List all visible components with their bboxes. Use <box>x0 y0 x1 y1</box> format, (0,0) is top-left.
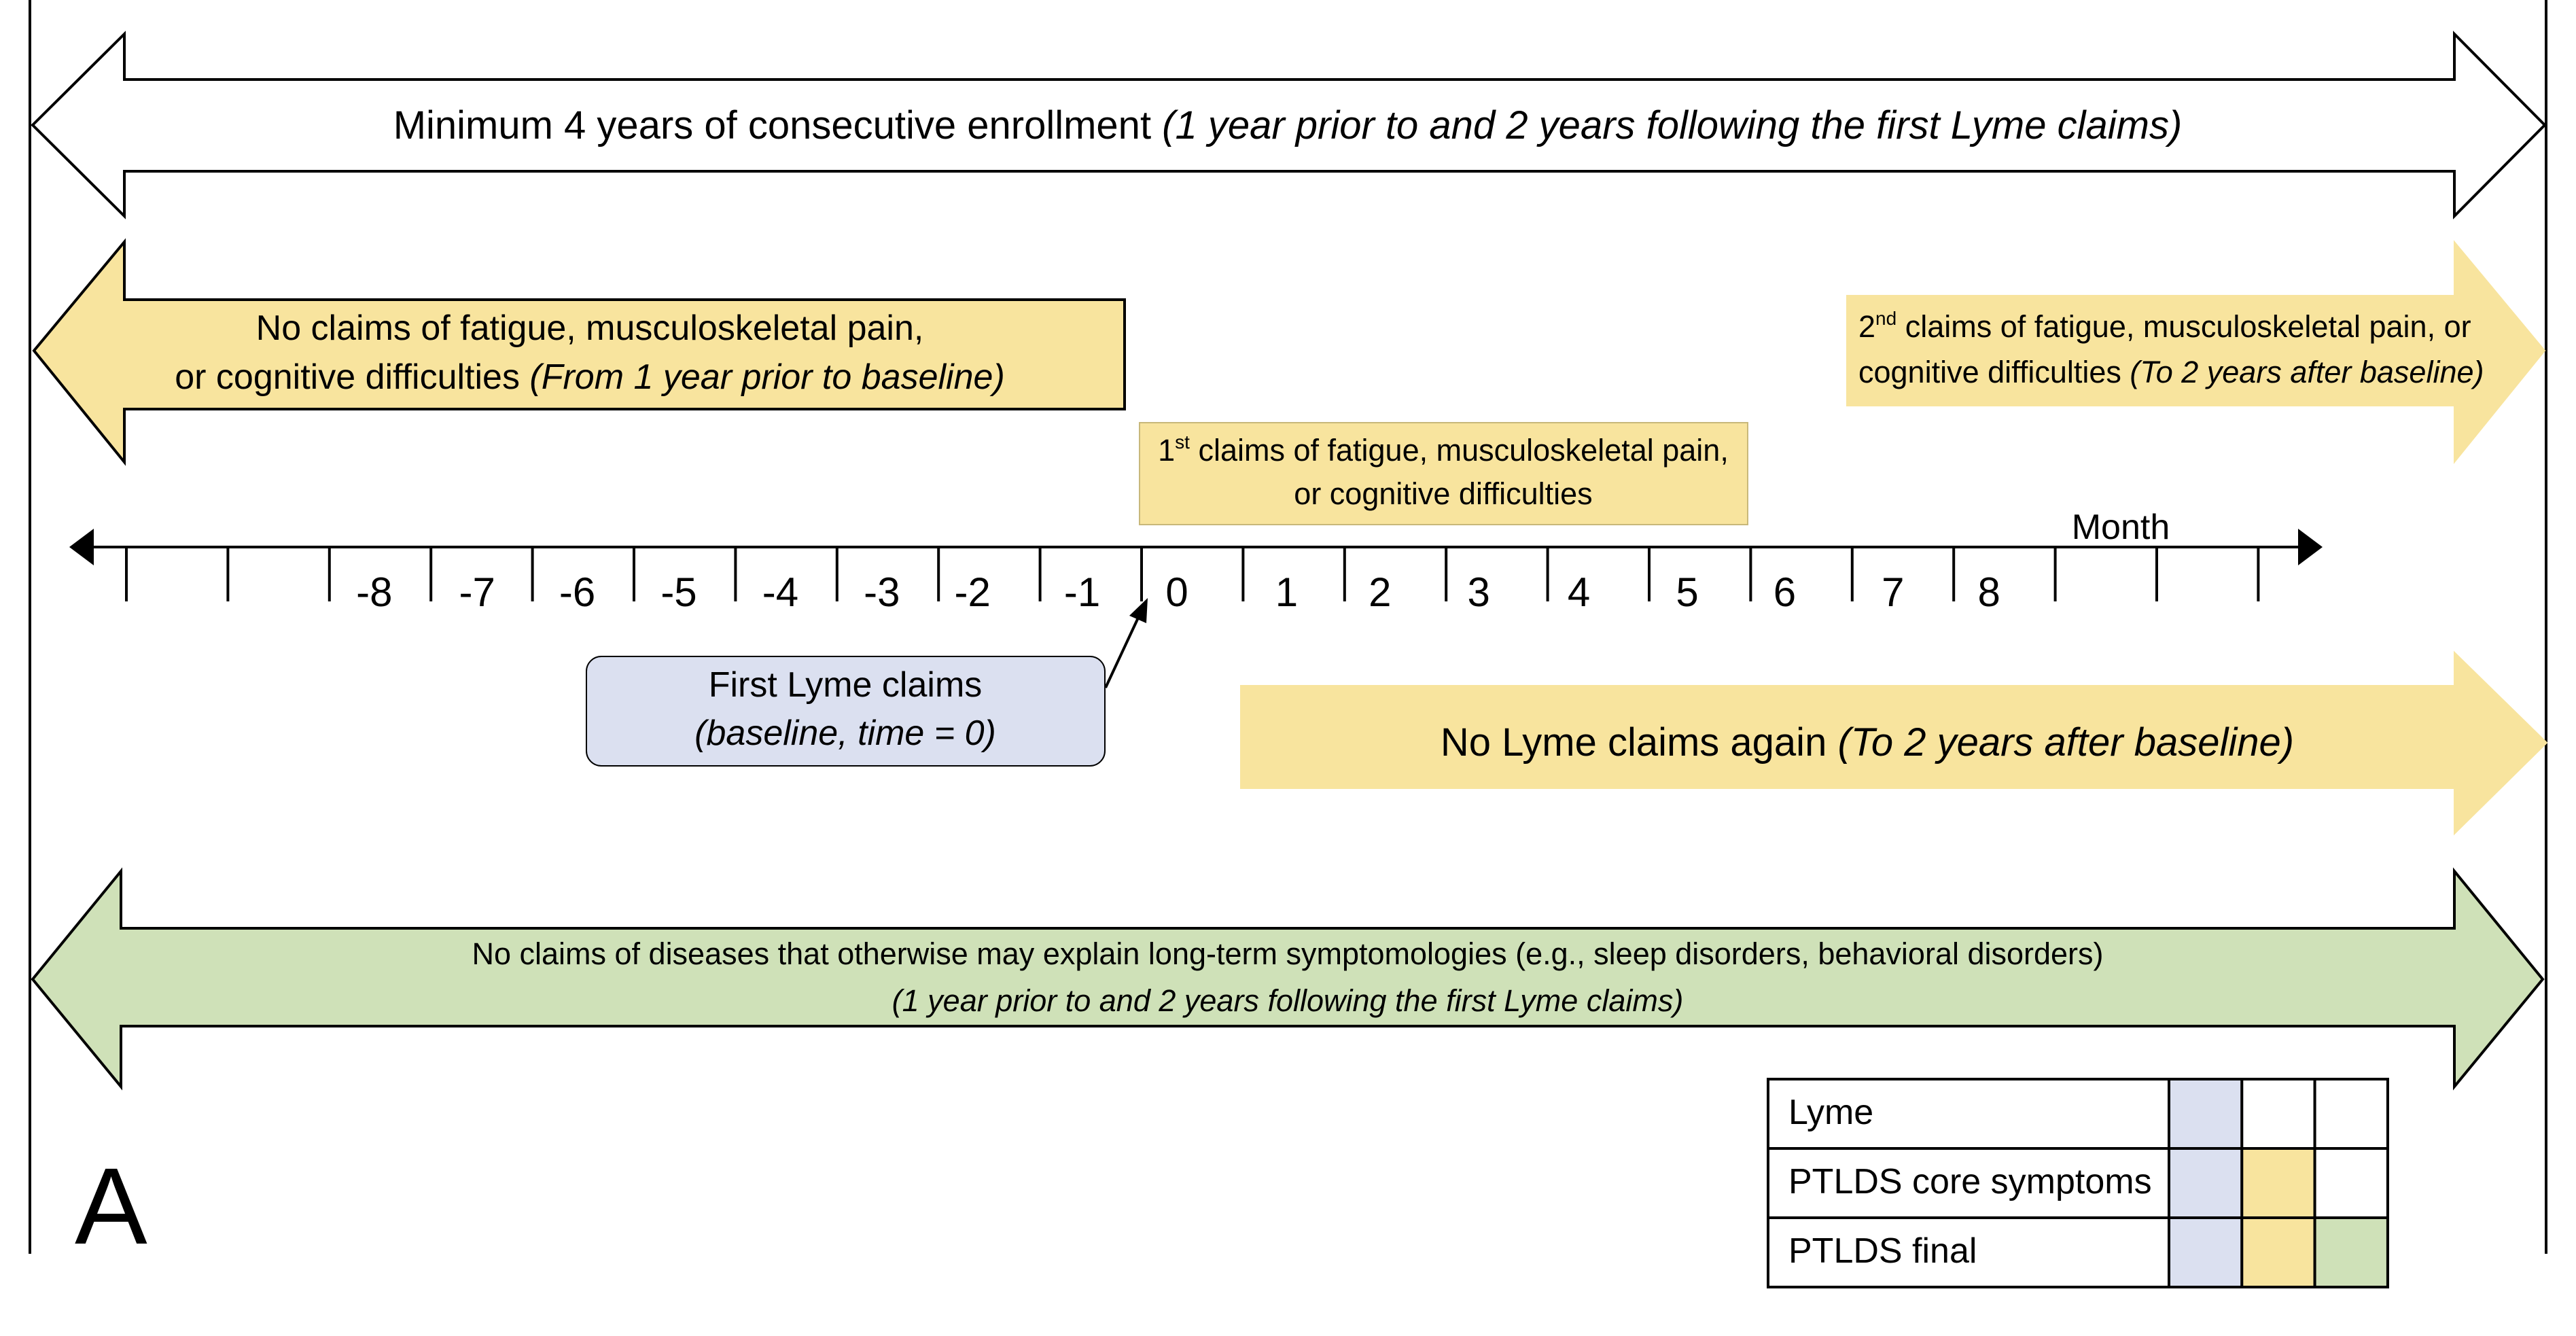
legend-color-cell <box>2242 1218 2314 1287</box>
legend-table <box>1768 1079 2388 1287</box>
second-claims-right-arrow <box>1847 242 2545 462</box>
axis-tick-label: -7 <box>459 569 495 615</box>
legend-row-label: PTLDS core symptoms <box>1788 1162 2152 1201</box>
axis-tick-label: 3 <box>1467 569 1490 615</box>
prior-claims-line2: or cognitive difficulties (From 1 year prior to baseline) <box>175 357 1005 397</box>
axis-tick-label: -4 <box>762 569 799 615</box>
axis-tick-label: -8 <box>356 569 393 615</box>
legend-color-cell <box>2242 1148 2314 1218</box>
axis-tick-label: 4 <box>1567 569 1591 615</box>
axis-tick-label: 2 <box>1369 569 1392 615</box>
legend-color-cell <box>2315 1148 2388 1218</box>
legend-row-label: Lyme <box>1788 1093 1874 1132</box>
enrollment-text: Minimum 4 years of consecutive enrollment (1 year prior to and 2 years following the first Lyme claims) <box>393 103 2183 147</box>
legend-color-cell <box>2169 1079 2242 1148</box>
axis-left-arrowhead <box>69 529 94 565</box>
no-diseases-line2: (1 year prior to and 2 years following the first Lyme claims) <box>892 983 1684 1018</box>
legend-color-cell <box>2315 1079 2388 1148</box>
first-claims-line2: or cognitive difficulties <box>1294 476 1593 511</box>
axis-tick-label: -6 <box>559 569 596 615</box>
legend-color-cell <box>2242 1079 2314 1148</box>
axis-tick-label: 6 <box>1773 569 1797 615</box>
axis-month-label: Month <box>2071 508 2170 547</box>
axis-right-arrowhead <box>2298 529 2323 565</box>
legend-color-cell <box>2169 1148 2242 1218</box>
no-lyme-again-text: No Lyme claims again (To 2 years after baseline) <box>1440 720 2295 764</box>
axis-tick-label: 8 <box>1977 569 2000 615</box>
axis-tick-lines <box>126 547 2258 601</box>
first-lyme-line1: First Lyme claims <box>708 665 983 705</box>
axis-tick-label: -3 <box>864 569 900 615</box>
axis-tick-label: 1 <box>1275 569 1299 615</box>
axis-tick-label: -1 <box>1063 569 1101 615</box>
prior-claims-line1: No claims of fatigue, musculoskeletal pain, <box>255 309 924 348</box>
first-claims-line1: 1st claims of fatigue, musculoskeletal pain, <box>1158 432 1729 468</box>
legend-row-label: PTLDS final <box>1788 1231 1977 1271</box>
baseline-pointer-arrowhead <box>1129 598 1148 623</box>
axis-tick-label: -2 <box>954 569 991 615</box>
panel-label: A <box>75 1145 147 1267</box>
axis-tick-label: -5 <box>660 569 697 615</box>
no-diseases-double-arrow <box>33 871 2543 1087</box>
axis-tick-label: 0 <box>1165 569 1188 615</box>
no-diseases-line1: No claims of diseases that otherwise may explain long-term symptomologies (e.g., sleep disorders, behavioral disorders) <box>472 936 2104 971</box>
first-lyme-line2: (baseline, time = 0) <box>694 714 996 753</box>
prior-claims-left-arrow <box>34 242 1125 462</box>
legend-color-cell <box>2315 1218 2388 1287</box>
baseline-pointer-line <box>1106 616 1139 688</box>
axis-tick-labels <box>356 569 2000 615</box>
axis-tick-label: 5 <box>1676 569 1699 615</box>
axis-tick-label: 7 <box>1882 569 1905 615</box>
legend-color-cell <box>2169 1218 2242 1287</box>
second-claims-line1: 2nd claims of fatigue, musculoskeletal pain, or <box>1858 308 2471 344</box>
second-claims-line2: cognitive difficulties (To 2 years after baseline) <box>1858 355 2484 389</box>
